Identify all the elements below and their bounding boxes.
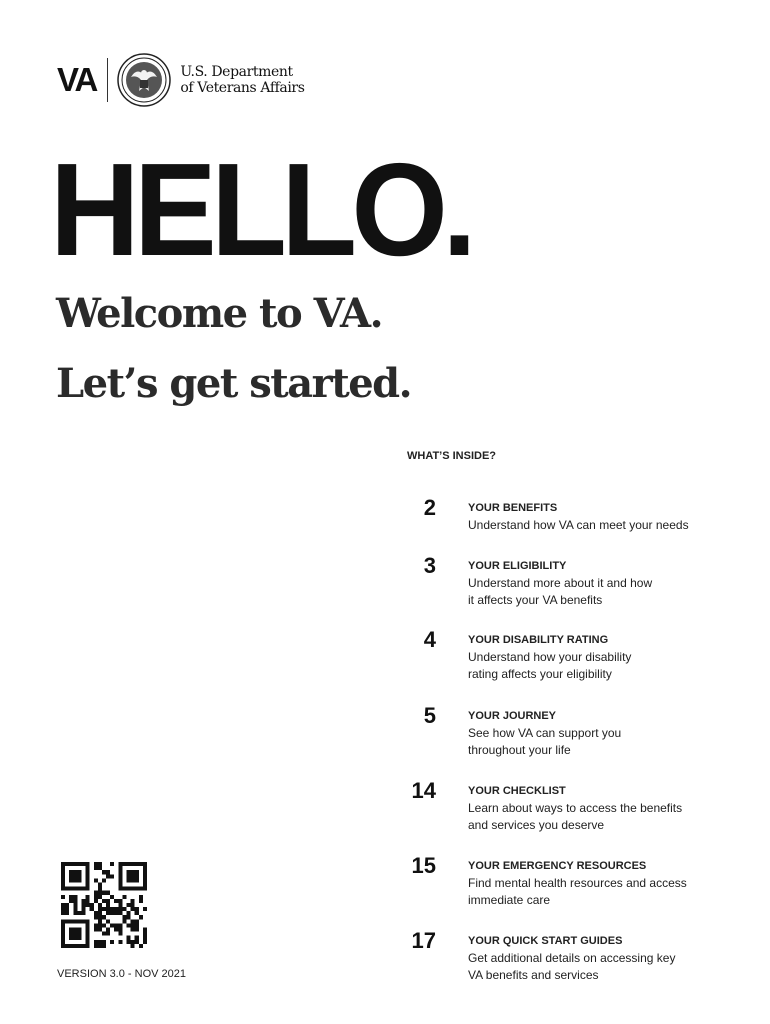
toc-page-number: 15 <box>411 853 436 878</box>
welcome-heading: Welcome to VA. <box>56 290 383 337</box>
whats-inside-heading: WHAT’S INSIDE? <box>407 450 497 462</box>
va-seal-icon <box>117 53 171 107</box>
toc-title: YOUR BENEFITS <box>468 502 558 514</box>
logo-divider <box>107 58 108 102</box>
department-name <box>180 64 304 96</box>
toc-page-number: 4 <box>423 627 436 652</box>
toc-title: YOUR ELIGIBILITY <box>468 560 567 572</box>
toc-page-number: 2 <box>423 495 436 520</box>
va-logo[interactable]: VA <box>57 61 97 98</box>
hello-heading: HELLO. <box>50 136 472 283</box>
toc-title: YOUR JOURNEY <box>468 710 557 722</box>
toc-description <box>468 800 728 834</box>
toc-description <box>468 725 728 759</box>
toc-description-line: Understand more about it and how <box>468 576 653 590</box>
toc-description-line: Get additional details on accessing key <box>468 951 676 965</box>
toc-description-line: VA benefits and services <box>468 968 599 982</box>
toc-title: YOUR EMERGENCY RESOURCES <box>468 860 647 872</box>
toc-description-line: rating affects your eligibility <box>468 667 612 681</box>
toc-page-number: 17 <box>411 928 436 953</box>
toc-description <box>468 950 728 984</box>
toc-description <box>468 517 728 534</box>
toc-page-number: 14 <box>411 778 436 803</box>
toc-description-line: Understand how your disability <box>468 650 632 664</box>
toc-description-line: Understand how VA can meet your needs <box>468 518 689 532</box>
toc-title: YOUR DISABILITY RATING <box>468 634 609 646</box>
toc-title: YOUR QUICK START GUIDES <box>468 935 623 947</box>
toc-description-line: immediate care <box>468 893 551 907</box>
qr-code-icon[interactable] <box>61 862 147 948</box>
toc-description <box>468 875 728 909</box>
toc-description <box>468 575 728 609</box>
toc-title: YOUR CHECKLIST <box>468 785 566 797</box>
toc-page-number: 3 <box>423 553 436 578</box>
toc-page-number: 5 <box>423 703 436 728</box>
toc-description-line: Find mental health resources and access <box>468 876 687 890</box>
toc-description-line: it affects your VA benefits <box>468 593 603 607</box>
toc-description-line: See how VA can support you <box>468 726 622 740</box>
version-label: VERSION 3.0 - NOV 2021 <box>57 968 186 980</box>
toc-description-line: Learn about ways to access the benefits <box>468 801 683 815</box>
department-line-2: of Veterans Affairs <box>180 80 305 96</box>
department-line-1: U.S. Department <box>180 64 293 80</box>
toc-description <box>468 649 728 683</box>
toc-description-line: and services you deserve <box>468 818 605 832</box>
toc-description-line: throughout your life <box>468 743 571 757</box>
header <box>57 52 305 108</box>
get-started-heading: Let’s get started. <box>56 360 412 407</box>
